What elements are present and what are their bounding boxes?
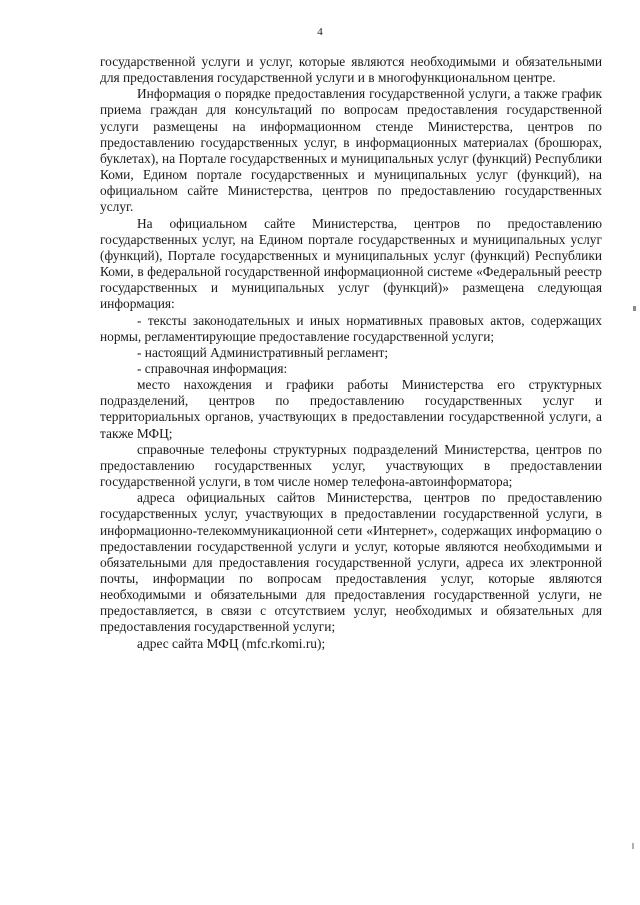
paragraph: адрес сайта МФЦ (mfc.rkomi.ru); (137, 635, 326, 651)
document-body (100, 54, 602, 652)
scan-artifact (632, 843, 634, 849)
paragraph: государственной услуги и услуг, которые являются необходимыми и обязательными для предоставления государственной услуги и в многофункциональном центре. (100, 54, 602, 86)
scan-artifact (633, 306, 636, 311)
paragraph: справочные телефоны структурных подразделений Министерства, центров по предоставлению государственных услуг, участвующих в предоставлении государственной услуги, в том числе номер телефона-автоинформатора; (100, 441, 602, 490)
paragraph: На официальном сайте Министерства, центров по предоставлению государственных услуг, на Едином портале государственных и муниципальных услуг (функций), Портале государственных и муниципальных услуг (функций) Республики Коми, в федеральной государственной информационной системе «Федеральный реестр государственных и муниципальных услуг (функций)» размещена следующая информация: (100, 215, 602, 312)
list-item: - тексты законодательных и иных нормативных правовых актов, содержащих нормы, регламентирующие предоставление государственной услуги; (100, 312, 602, 344)
list-item: - настоящий Административный регламент; (137, 344, 389, 360)
paragraph: адреса официальных сайтов Министерства, центров по предоставлению государственных услуг, участвующих в предоставлении государственной услуги, в информационно-телекоммуникационной сети «Интернет», содержащих информацию о предоставлении государственной услуги и услуг, которые являются необходимыми и обязательными для предоставления государственной услуги, адреса их электронной почты, информации по вопросам предоставления услуг, которые являются необходимыми и обязательными для предоставления государственной услуги, не предоставляется, в связи с отсутствием услуг, необходимых и обязательных для предоставления государственной услуги; (100, 490, 602, 635)
page-number: 4 (317, 26, 323, 38)
paragraph: место нахождения и графики работы Министерства его структурных подразделений, центров по предоставлению государственных услуг и территориальных органов, участвующих в предоставлении государственной услуги, а также МФЦ; (100, 377, 602, 441)
list-item: - справочная информация: (137, 360, 288, 376)
paragraph: Информация о порядке предоставления государственной услуги, а также график приема граждан для консультаций по вопросам предоставления государственной услуги размещены на информационном стенде Министерства, центров по предоставлению государственных услуг, в информационных материалах (брошюрах, буклетах), на Портале государственных и муниципальных услуг (функций) Республики Коми, Едином портале государственных и муниципальных услуг (функций), на официальном сайте Министерства, центров по предоставлению государственных услуг. (100, 86, 602, 215)
